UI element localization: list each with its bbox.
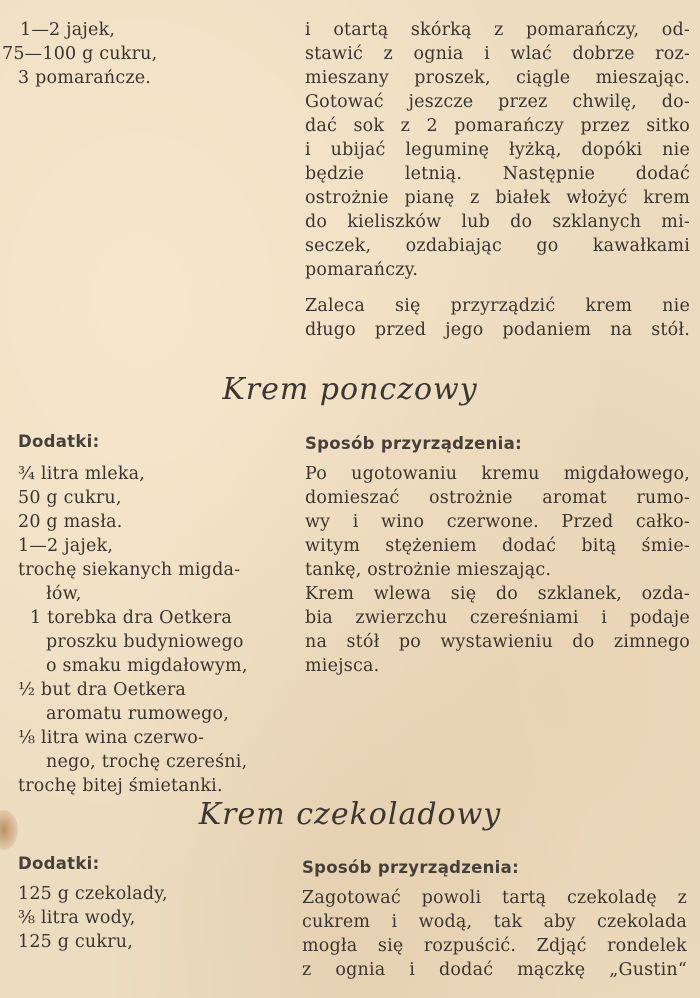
ingredient-line: ⅜ litra wody,	[18, 908, 136, 928]
czekoladowy-ingredients	[18, 852, 288, 954]
method-line: tankę, ostrożnie mieszając.	[305, 560, 552, 580]
method-line: Zagotować powoli tartą czekoladę z	[302, 888, 687, 908]
method-line: wy i wino czerwone. Przed całko-	[305, 512, 690, 532]
ingredient-line: ⅛ litra wina czerwo-	[18, 728, 205, 748]
czekoladowy-method	[302, 856, 687, 982]
ponczowy-ingredients	[18, 430, 288, 798]
method-line: domieszać ostrożnie aromat rumo-	[305, 488, 690, 508]
ingredient-line: nego, trochę czereśni,	[46, 752, 248, 772]
note-line: Zaleca się przyrządzić krem nie	[305, 296, 690, 316]
method-line: bia zwierzchu czereśniami i podaje	[305, 608, 690, 628]
ingredient-line: 125 g cukru,	[18, 932, 134, 952]
ingredient-line: 3 pomarańcze.	[18, 68, 152, 88]
ingredient-line: 1 torebka dra Oetkera	[30, 608, 233, 628]
method-line: witym stężeniem dodać bitą śmie-	[305, 536, 690, 556]
ingredient-line: 1—2 jajek,	[20, 20, 116, 40]
ingredients-heading: Dodatki:	[18, 432, 100, 451]
method-line: dać sok z 2 pomarańczy przez sitko	[305, 116, 690, 136]
method-line: z ognia i dodać mączkę „Gustin“	[302, 960, 687, 980]
top-method-text	[305, 18, 690, 342]
ingredient-line: 75—100 g cukru,	[2, 44, 158, 64]
method-line: Krem wlewa się do szklanek, ozda-	[305, 584, 690, 604]
note-line: długo przed jego podaniem na stół.	[305, 320, 690, 340]
ingredient-line: 125 g czekolady,	[18, 884, 168, 904]
ingredient-line: 1—2 jajek,	[18, 536, 114, 556]
method-line: mogła się rozpuścić. Zdjąć rondelek	[302, 936, 687, 956]
method-heading: Sposób przyrządzenia:	[305, 434, 522, 453]
ingredient-line: trochę siekanych migda-	[18, 560, 241, 580]
method-line: Po ugotowaniu kremu migdałowego,	[305, 464, 690, 484]
method-line: stawić z ognia i wlać dobrze roz-	[305, 44, 690, 64]
ingredients-heading: Dodatki:	[18, 854, 100, 873]
ingredient-line: łów,	[46, 584, 82, 604]
ponczowy-method	[305, 432, 690, 678]
ingredient-line: proszku budyniowego	[46, 632, 244, 652]
method-line: seczek, ozdabiając go kawałkami	[305, 236, 690, 256]
method-heading: Sposób przyrządzenia:	[302, 858, 519, 877]
ingredient-line: o smaku migdałowym,	[46, 656, 248, 676]
method-line: ostrożnie pianę z białek włożyć krem	[305, 188, 690, 208]
recipe-title-czekoladowy: Krem czekoladowy	[198, 797, 502, 832]
ingredient-line: aromatu rumowego,	[46, 704, 230, 724]
ingredient-line: trochę bitej śmietanki.	[18, 776, 223, 796]
method-line: będzie letnią. Następnie dodać	[305, 164, 690, 184]
method-line: miejsca.	[305, 656, 380, 676]
ingredient-line: 20 g masła.	[18, 512, 123, 532]
ingredient-line: 50 g cukru,	[18, 488, 122, 508]
method-line: i ubijać leguminę łyżką, dopóki nie	[305, 140, 690, 160]
top-ingredients-list	[2, 18, 288, 90]
ingredient-line: ¾ litra mleka,	[18, 464, 146, 484]
method-line: do kieliszków lub do szklanych mi-	[305, 212, 690, 232]
method-line: pomarańczy.	[305, 260, 419, 280]
recipe-title-ponczowy: Krem ponczowy	[222, 372, 478, 407]
method-line: mieszany proszek, ciągle mieszając.	[305, 68, 690, 88]
method-line: cukrem i wodą, tak aby czekolada	[302, 912, 687, 932]
method-line: Gotować jeszcze przez chwilę, do-	[305, 92, 690, 112]
method-line: na stół po wystawieniu do zimnego	[305, 632, 690, 652]
ingredient-line: ½ but dra Oetkera	[18, 680, 187, 700]
method-line: i otartą skórką z pomarańczy, od-	[305, 20, 690, 40]
